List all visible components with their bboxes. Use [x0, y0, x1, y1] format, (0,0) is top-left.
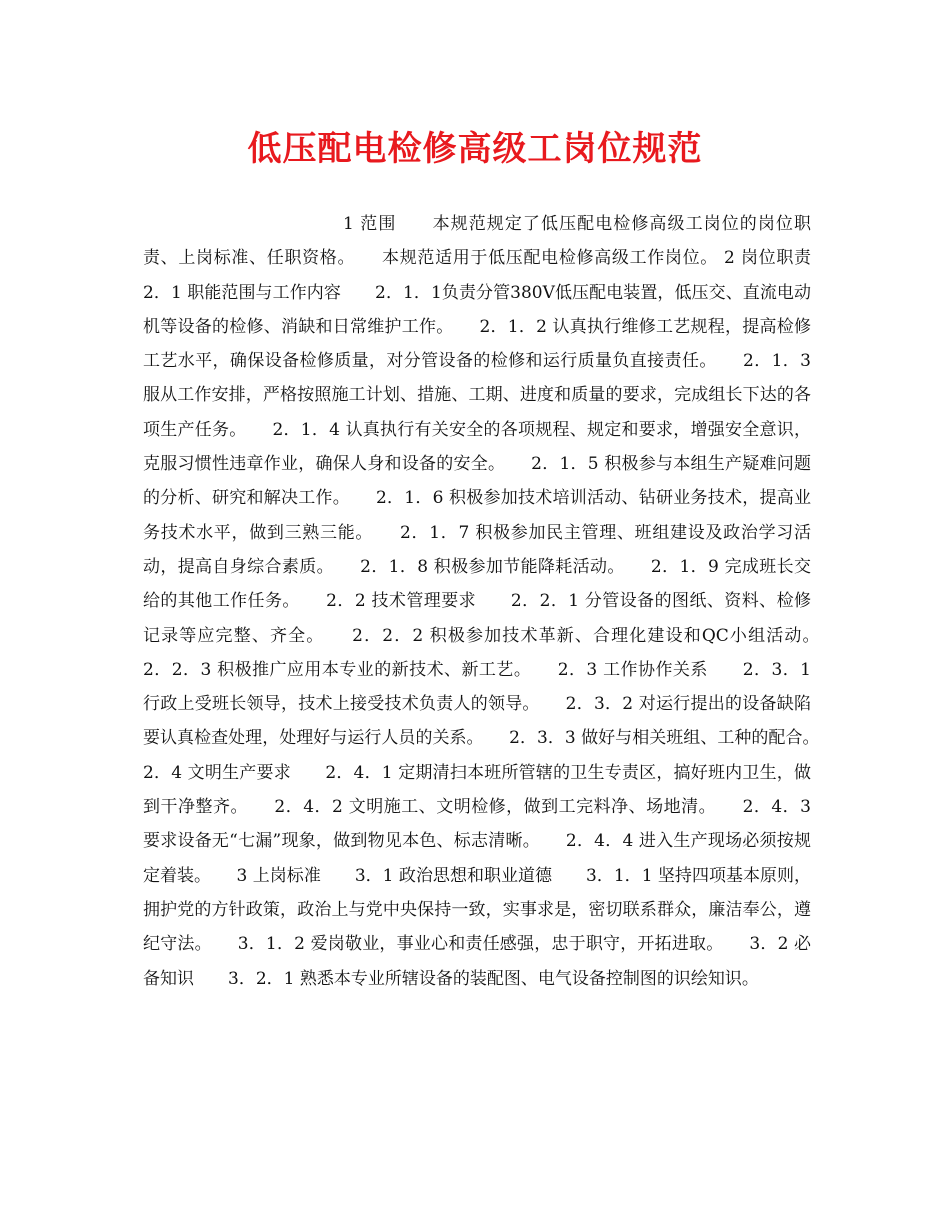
document-body-text: 1 范围 本规范规定了低压配电检修高级工岗位的岗位职责、上岗标准、任职资格。 本规范适用于低压配电检修高级工作岗位。 2 岗位职责 2．1 职能范围与工作内容 2．1．1负责分管380V低压配电装置，低压交、直流电动机等设备的检修、消缺和日常维护工作。 2．1．2 认真执行维修工艺规程，提高检修工艺水平，确保设备检修质量，对分管设备的检修和运行质量负直接责任。 2．1．3 服从工作安排，严格按照施工计划、措施、工期、进度和质量的要求，完成组长下达的各项生产任务。 2．1．4 认真执行有关安全的各项规程、规定和要求，增强安全意识，克服习惯性违章作业，确保人身和设备的安全。 2．1．5 积极参与本组生产疑难问题的分析、研究和解决工作。 2．1．6 积极参加技术培训活动、钻研业务技术，提高业务技术水平，做到三熟三能。 2．1．7 积极参加民主管理、班组建设及政治学习活动，提高自身综合素质。 2．1．8 积极参加节能降耗活动。 2．1．9 完成班长交给的其他工作任务。 2．2 技术管理要求 2．2．1 分管设备的图纸、资料、检修记录等应完整、齐全。 2．2．2 积极参加技术革新、合理化建设和QC小组活动。 2．2．3 积极推广应用本专业的新技术、新工艺。 2．3 工作协作关系 2．3．1 行政上受班长领导，技术上接受技术负责人的领导。 2．3．2 对运行提出的设备缺陷要认真检查处理，处理好与运行人员的关系。 2．3．3 做好与相关班组、工种的配合。 2．4 文明生产要求 2．4．1 定期清扫本班所管辖的卫生专责区，搞好班内卫生，做到干净整齐。 2．4．2 文明施工、文明检修，做到工完料净、场地清。 2．4．3 要求设备无“七漏”现象，做到物见本色、标志清晰。 2．4．4 进入生产现场必须按规定着装。 3 上岗标准 3．1 政治思想和职业道德 3．1．1 坚持四项基本原则，拥护党的方针政策，政治上与党中央保持一致，实事求是，密切联系群众，廉洁奉公，遵纪守法。 3．1．2 爱岗敬业，事业心和责任感强，忠于职守，开拓进取。 3．2 必备知识 3．2．1 熟悉本专业所辖设备的装配图、电气设备控制图的识绘知识。 [143, 214, 845, 989]
document-title: 低压配电检修高级工岗位规范 [247, 129, 703, 169]
